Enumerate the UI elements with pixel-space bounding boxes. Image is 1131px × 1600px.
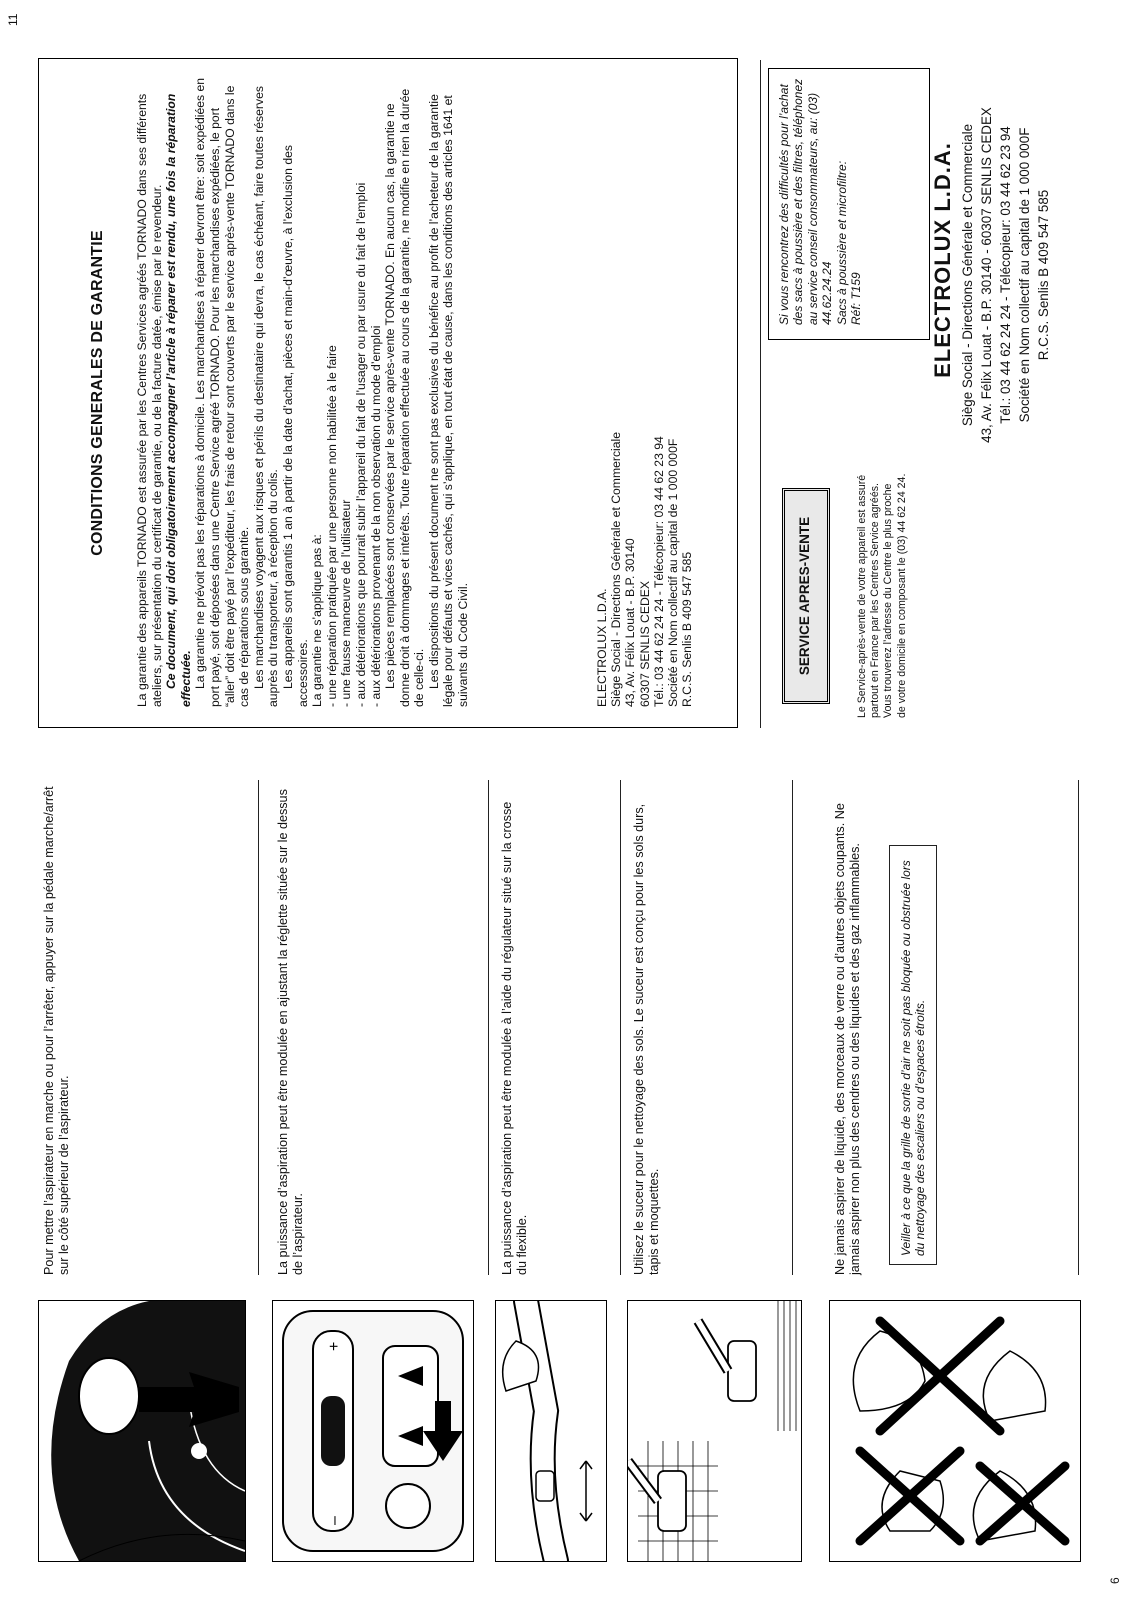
warranty-paragraph: Les appareils sont garantis 1 an à partir de la date d’achat, pièces et main-d’œuvre, à l’exclusion des accessoires. <box>280 145 310 707</box>
pedal-instruction-text: Pour mettre l’aspirateur en marche ou pour l’arrêter, appuyer sur la pédale marche/arrêt sur le côté supérieur de l’aspirateur. <box>42 786 71 1275</box>
divider <box>792 780 793 1275</box>
address-line: Société en Nom collectif au capital de 1 000 000F <box>666 438 681 707</box>
warranty-title: CONDITIONS GENERALES DE GARANTIE <box>89 230 106 556</box>
warranty-paragraph: La garantie ne prévoit pas les réparations à domicile. Les marchandises à réparer devront être: soit expédiées en port payé, soit déposées dans une Centre Service agréé TORNADO. Pour les marchandises expédiées, le port “aller” doit être payé par l’expéditeur, les frais de retour sont couverts par le service après-vente TORNADO dans le cas de réparations sous garantie. <box>193 77 252 707</box>
address-line: R.C.S. Senlis B 409 547 585 <box>680 551 695 707</box>
consumer-help-box <box>768 68 930 340</box>
address-line: 60307 SENLIS CEDEX <box>637 580 652 707</box>
divider <box>488 780 489 1275</box>
warranty-paragraph: Ce document, qui doit obligatoirement accompagner l’article à réparer est rendu, une fois la réparation effectuée. <box>164 93 193 707</box>
reference-code: Réf: T159 <box>849 272 864 325</box>
power-slider-illustration <box>272 1300 474 1562</box>
after-sales-text: Le Service-après-vente de votre appareil est assuré partout en France par les Centres Service agréés. Vous trouverez l’adresse du Centre le plus proche de votre domicile en composant le (03) 44 62 24 24. <box>856 473 908 718</box>
hose-regulator-illustration <box>495 1300 607 1562</box>
warranty-paragraph: Les pièces remplacées sont conservées par le service après-vente TORNADO. En aucun cas, la garantie ne donne droit à dommages et intérêts. Toute réparation effectuée au cours de la garantie, ne modifie en rien la durée de celle-ci. <box>383 88 427 707</box>
hose-instruction-text: La puissance d’aspiration peut être modulée à l’aide du régulateur situé sur la crosse du flexible. <box>500 801 529 1275</box>
warranty-paragraph: La garantie des appareils TORNADO est assurée par les Centres Services agréés TORNADO dans ses différents ateliers, sur présentation du certificat de garantie, ou de la facture datée, émise par le revendeur. <box>135 93 164 707</box>
after-sales-title: SERVICE APRES-VENTE <box>782 488 830 704</box>
warning-box: Veiller à ce que la grille de sortie d’air ne soit pas bloquée ou obstruée lors du nettoyage des escaliers ou d’espaces étroits. <box>889 845 937 1265</box>
warranty-paragraph: Les marchandises voyagent aux risques et périls du destinataire qui devra, le cas échéant, faire toutes réserves auprès du transporteur, à réception du colis. <box>251 86 281 707</box>
company-line: R.C.S. Senlis B 409 547 585 <box>1036 189 1051 361</box>
page-number-left: 6 <box>1108 1577 1122 1584</box>
address-line: Tél.: 03 44 62 24 24 - Télécopieur: 03 44 62 23 94 <box>651 436 666 707</box>
prohibited-items-illustration <box>829 1300 1081 1562</box>
company-line: Siège Social - Directions Générale et Commerciale <box>960 123 975 427</box>
company-line: 43, Av. Félix Louat - B.P. 30140 - 60307 SENLIS CEDEX <box>979 107 994 443</box>
company-line: Tél.: 03 44 62 24 24 - Télécopieur: 03 44 62 23 94 <box>998 126 1013 424</box>
safety-instruction-text: Ne jamais aspirer de liquide, des morceaux de verre ou d’autres objets coupants. Ne jamais aspirer non plus des cendres ou des liquides et des gaz inflammables. <box>833 803 862 1275</box>
page-number-right: 11 <box>6 13 20 26</box>
slider-instruction-text: La puissance d’aspiration peut être modulée en ajustant la réglette située sur le dessus de l’aspirateur. <box>276 789 305 1275</box>
warranty-address <box>595 432 694 707</box>
company-name: ELECTROLUX L.D.A. <box>930 142 955 378</box>
divider <box>760 60 761 728</box>
power-pedal-illustration <box>38 1300 246 1562</box>
address-line: ELECTROLUX L.D.A. <box>595 588 609 707</box>
company-line: Société en Nom collectif au capital de 1 000 000F <box>1017 127 1032 423</box>
bags-label: Sacs à poussière et microfiltre: <box>834 160 849 325</box>
warranty-conditions-box <box>38 58 738 728</box>
exclusion-item: - aux détériorations que pourrait subir l’appareil du fait de l’usager ou par usure du fait de l’emploi <box>353 182 368 707</box>
nozzle-instruction-text: Utilisez le suceur pour le nettoyage des sols. Le suceur est conçu pour les sols durs, tapis et moquettes. <box>632 803 661 1275</box>
warranty-paragraph: La garantie ne s’applique pas à: <box>310 534 325 707</box>
floor-nozzle-illustration <box>627 1300 802 1562</box>
address-line: Siège Social - Directions Générale et Commerciale <box>609 431 624 707</box>
divider <box>258 780 259 1275</box>
divider <box>1078 780 1079 1275</box>
svg-text:–: – <box>326 1516 343 1525</box>
exclusion-item: - une fausse manœuvre de l’utilisateur <box>339 499 354 707</box>
exclusion-item: - aux détériorations provenant de la non observation du mode d’emploi <box>368 325 383 707</box>
address-line: 43, Av. Félix Louat - B.P. 30140 <box>623 538 638 707</box>
help-text: Si vous rencontrez des difficultés pour l’achat des sacs à poussière et des filtres, téléphonez au service conseil consommateurs, au: (03) 44.62.24.24 <box>777 78 835 325</box>
warranty-body <box>135 77 471 707</box>
warranty-paragraph: Les dispositions du présent document ne sont pas exclusives du bénéfice au profit de l’acheteur de la garantie légale pour défauts et vices cachés, qui s’applique, en tout état de cause, dans les conditions des articles 1641 et suivants du Code Civil. <box>426 94 471 707</box>
exclusion-item: - une réparation pratiquée par une personne non habilitée à le faire <box>324 345 339 707</box>
svg-text:+: + <box>326 1341 343 1351</box>
divider <box>620 780 621 1275</box>
company-address <box>958 40 1053 510</box>
